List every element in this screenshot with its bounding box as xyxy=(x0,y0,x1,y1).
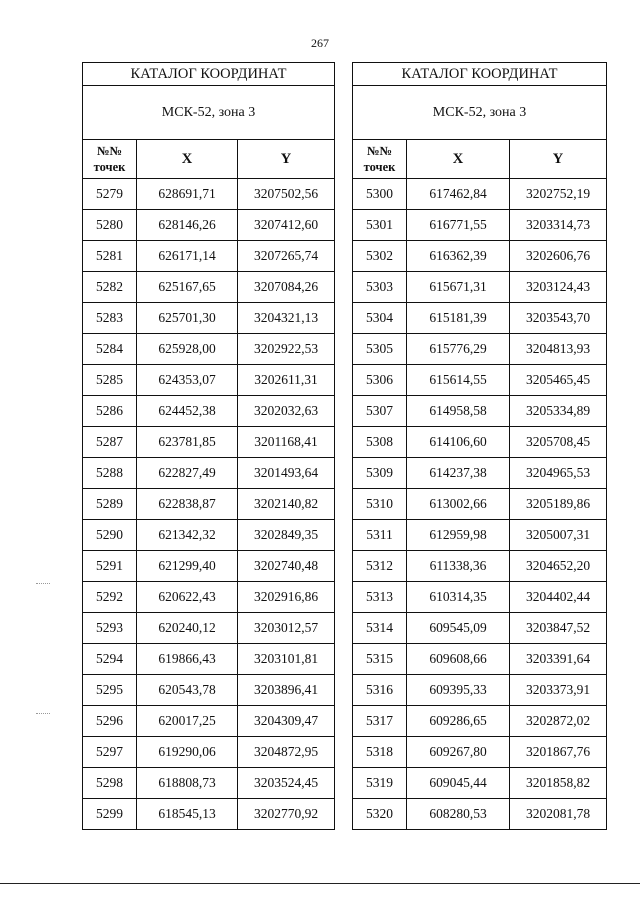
y-coordinate-cell: 3202849,35 xyxy=(238,520,335,551)
point-number-cell: 5286 xyxy=(83,396,137,427)
point-number-cell: 5295 xyxy=(83,675,137,706)
column-header-y: Y xyxy=(238,140,335,179)
x-coordinate-cell: 625701,30 xyxy=(137,303,238,334)
y-coordinate-cell: 3202140,82 xyxy=(238,489,335,520)
x-coordinate-cell: 620622,43 xyxy=(137,582,238,613)
catalog-title: КАТАЛОГ КООРДИНАТ xyxy=(353,63,607,86)
x-coordinate-cell: 612959,98 xyxy=(407,520,510,551)
table-row xyxy=(83,768,335,799)
x-coordinate-cell: 618545,13 xyxy=(137,799,238,830)
point-number-cell: 5306 xyxy=(353,365,407,396)
y-coordinate-cell: 3204321,13 xyxy=(238,303,335,334)
table-row xyxy=(83,799,335,830)
table-row xyxy=(353,179,607,210)
x-coordinate-cell: 624353,07 xyxy=(137,365,238,396)
y-coordinate-cell: 3202922,53 xyxy=(238,334,335,365)
table-row xyxy=(353,458,607,489)
y-coordinate-cell: 3201168,41 xyxy=(238,427,335,458)
x-coordinate-cell: 614106,60 xyxy=(407,427,510,458)
point-number-cell: 5296 xyxy=(83,706,137,737)
table-row xyxy=(353,520,607,551)
x-coordinate-cell: 628146,26 xyxy=(137,210,238,241)
y-coordinate-cell: 3201867,76 xyxy=(510,737,607,768)
y-coordinate-cell: 3205007,31 xyxy=(510,520,607,551)
point-number-cell: 5281 xyxy=(83,241,137,272)
table-row xyxy=(83,303,335,334)
x-coordinate-cell: 609545,09 xyxy=(407,613,510,644)
x-coordinate-cell: 617462,84 xyxy=(407,179,510,210)
table-row xyxy=(83,706,335,737)
table-row xyxy=(353,365,607,396)
table-row xyxy=(83,613,335,644)
point-number-cell: 5302 xyxy=(353,241,407,272)
table-row xyxy=(83,551,335,582)
coordinate-catalog-table-left xyxy=(82,62,335,830)
x-coordinate-cell: 615614,55 xyxy=(407,365,510,396)
x-coordinate-cell: 620543,78 xyxy=(137,675,238,706)
point-number-cell: 5309 xyxy=(353,458,407,489)
point-number-cell: 5287 xyxy=(83,427,137,458)
page-number: 267 xyxy=(311,36,329,50)
y-coordinate-cell: 3207502,56 xyxy=(238,179,335,210)
table-row xyxy=(83,334,335,365)
point-number-cell: 5317 xyxy=(353,706,407,737)
y-coordinate-cell: 3204309,47 xyxy=(238,706,335,737)
point-number-cell: 5298 xyxy=(83,768,137,799)
y-coordinate-cell: 3203373,91 xyxy=(510,675,607,706)
point-number-cell: 5316 xyxy=(353,675,407,706)
x-coordinate-cell: 614237,38 xyxy=(407,458,510,489)
x-coordinate-cell: 615181,39 xyxy=(407,303,510,334)
y-coordinate-cell: 3203314,73 xyxy=(510,210,607,241)
point-number-cell: 5303 xyxy=(353,272,407,303)
x-coordinate-cell: 621299,40 xyxy=(137,551,238,582)
table-row xyxy=(353,334,607,365)
table-row xyxy=(353,644,607,675)
column-header-point-number-text: №№ точек xyxy=(93,144,126,174)
column-header-point-number xyxy=(83,140,137,179)
y-coordinate-cell: 3202916,86 xyxy=(238,582,335,613)
point-number-cell: 5320 xyxy=(353,799,407,830)
x-coordinate-cell: 614958,58 xyxy=(407,396,510,427)
catalog-title: КАТАЛОГ КООРДИНАТ xyxy=(83,63,335,86)
point-number-cell: 5314 xyxy=(353,613,407,644)
x-coordinate-cell: 620017,25 xyxy=(137,706,238,737)
point-number-cell: 5288 xyxy=(83,458,137,489)
point-number-cell: 5305 xyxy=(353,334,407,365)
y-coordinate-cell: 3201493,64 xyxy=(238,458,335,489)
x-coordinate-cell: 615671,31 xyxy=(407,272,510,303)
y-coordinate-cell: 3201858,82 xyxy=(510,768,607,799)
catalog-zone: МСК-52, зона 3 xyxy=(83,86,335,140)
column-header-point-number xyxy=(353,140,407,179)
x-coordinate-cell: 609045,44 xyxy=(407,768,510,799)
y-coordinate-cell: 3207084,26 xyxy=(238,272,335,303)
y-coordinate-cell: 3202770,92 xyxy=(238,799,335,830)
point-number-cell: 5319 xyxy=(353,768,407,799)
y-coordinate-cell: 3203896,41 xyxy=(238,675,335,706)
y-coordinate-cell: 3203847,52 xyxy=(510,613,607,644)
table-row xyxy=(83,241,335,272)
point-number-cell: 5310 xyxy=(353,489,407,520)
y-coordinate-cell: 3207412,60 xyxy=(238,210,335,241)
margin-mark xyxy=(36,713,50,714)
point-number-cell: 5291 xyxy=(83,551,137,582)
x-coordinate-cell: 609608,66 xyxy=(407,644,510,675)
table-row xyxy=(353,427,607,458)
point-number-cell: 5282 xyxy=(83,272,137,303)
y-coordinate-cell: 3203012,57 xyxy=(238,613,335,644)
x-coordinate-cell: 625167,65 xyxy=(137,272,238,303)
x-coordinate-cell: 626171,14 xyxy=(137,241,238,272)
y-coordinate-cell: 3203391,64 xyxy=(510,644,607,675)
table-row xyxy=(83,644,335,675)
point-number-cell: 5284 xyxy=(83,334,137,365)
table-row xyxy=(83,737,335,768)
table-row xyxy=(83,427,335,458)
point-number-cell: 5283 xyxy=(83,303,137,334)
table-row xyxy=(83,675,335,706)
point-number-cell: 5304 xyxy=(353,303,407,334)
y-coordinate-cell: 3205708,45 xyxy=(510,427,607,458)
point-number-cell: 5289 xyxy=(83,489,137,520)
table-row xyxy=(83,210,335,241)
point-number-cell: 5293 xyxy=(83,613,137,644)
x-coordinate-cell: 624452,38 xyxy=(137,396,238,427)
y-coordinate-cell: 3203543,70 xyxy=(510,303,607,334)
table-row xyxy=(83,582,335,613)
column-header-y: Y xyxy=(510,140,607,179)
y-coordinate-cell: 3203101,81 xyxy=(238,644,335,675)
x-coordinate-cell: 625928,00 xyxy=(137,334,238,365)
x-coordinate-cell: 615776,29 xyxy=(407,334,510,365)
point-number-cell: 5318 xyxy=(353,737,407,768)
column-header-x: X xyxy=(407,140,510,179)
margin-mark xyxy=(36,583,50,584)
table-row xyxy=(83,396,335,427)
y-coordinate-cell: 3202611,31 xyxy=(238,365,335,396)
table-row xyxy=(353,675,607,706)
table-row xyxy=(353,737,607,768)
table-row xyxy=(353,582,607,613)
x-coordinate-cell: 616771,55 xyxy=(407,210,510,241)
x-coordinate-cell: 611338,36 xyxy=(407,551,510,582)
y-coordinate-cell: 3202752,19 xyxy=(510,179,607,210)
x-coordinate-cell: 613002,66 xyxy=(407,489,510,520)
point-number-cell: 5294 xyxy=(83,644,137,675)
y-coordinate-cell: 3204813,93 xyxy=(510,334,607,365)
table-row xyxy=(353,210,607,241)
y-coordinate-cell: 3202032,63 xyxy=(238,396,335,427)
table-row xyxy=(353,272,607,303)
point-number-cell: 5300 xyxy=(353,179,407,210)
point-number-cell: 5308 xyxy=(353,427,407,458)
y-coordinate-cell: 3202872,02 xyxy=(510,706,607,737)
table-row xyxy=(353,489,607,520)
x-coordinate-cell: 609267,80 xyxy=(407,737,510,768)
x-coordinate-cell: 608280,53 xyxy=(407,799,510,830)
y-coordinate-cell: 3202081,78 xyxy=(510,799,607,830)
table-row xyxy=(83,489,335,520)
point-number-cell: 5299 xyxy=(83,799,137,830)
footer-rule xyxy=(0,883,640,884)
coordinate-catalog-table-right xyxy=(352,62,607,830)
y-coordinate-cell: 3204965,53 xyxy=(510,458,607,489)
x-coordinate-cell: 616362,39 xyxy=(407,241,510,272)
point-number-cell: 5279 xyxy=(83,179,137,210)
x-coordinate-cell: 620240,12 xyxy=(137,613,238,644)
table-row xyxy=(353,241,607,272)
table-row xyxy=(83,365,335,396)
x-coordinate-cell: 610314,35 xyxy=(407,582,510,613)
y-coordinate-cell: 3204652,20 xyxy=(510,551,607,582)
x-coordinate-cell: 619290,06 xyxy=(137,737,238,768)
y-coordinate-cell: 3205334,89 xyxy=(510,396,607,427)
point-number-cell: 5297 xyxy=(83,737,137,768)
column-header-point-number-text: №№ точек xyxy=(363,144,396,174)
x-coordinate-cell: 622827,49 xyxy=(137,458,238,489)
table-row xyxy=(353,706,607,737)
column-header-x: X xyxy=(137,140,238,179)
x-coordinate-cell: 609395,33 xyxy=(407,675,510,706)
y-coordinate-cell: 3202606,76 xyxy=(510,241,607,272)
table-row xyxy=(353,799,607,830)
table-row xyxy=(83,179,335,210)
point-number-cell: 5311 xyxy=(353,520,407,551)
y-coordinate-cell: 3204872,95 xyxy=(238,737,335,768)
x-coordinate-cell: 621342,32 xyxy=(137,520,238,551)
x-coordinate-cell: 618808,73 xyxy=(137,768,238,799)
point-number-cell: 5290 xyxy=(83,520,137,551)
table-row xyxy=(353,396,607,427)
point-number-cell: 5280 xyxy=(83,210,137,241)
point-number-cell: 5285 xyxy=(83,365,137,396)
table-row xyxy=(353,551,607,582)
y-coordinate-cell: 3205189,86 xyxy=(510,489,607,520)
table-row xyxy=(353,303,607,334)
table-row xyxy=(353,613,607,644)
x-coordinate-cell: 623781,85 xyxy=(137,427,238,458)
y-coordinate-cell: 3203524,45 xyxy=(238,768,335,799)
point-number-cell: 5315 xyxy=(353,644,407,675)
y-coordinate-cell: 3203124,43 xyxy=(510,272,607,303)
table-row xyxy=(83,458,335,489)
y-coordinate-cell: 3202740,48 xyxy=(238,551,335,582)
point-number-cell: 5292 xyxy=(83,582,137,613)
table-row xyxy=(83,520,335,551)
point-number-cell: 5313 xyxy=(353,582,407,613)
point-number-cell: 5307 xyxy=(353,396,407,427)
x-coordinate-cell: 628691,71 xyxy=(137,179,238,210)
y-coordinate-cell: 3204402,44 xyxy=(510,582,607,613)
y-coordinate-cell: 3205465,45 xyxy=(510,365,607,396)
x-coordinate-cell: 619866,43 xyxy=(137,644,238,675)
point-number-cell: 5312 xyxy=(353,551,407,582)
table-row xyxy=(83,272,335,303)
point-number-cell: 5301 xyxy=(353,210,407,241)
y-coordinate-cell: 3207265,74 xyxy=(238,241,335,272)
catalog-zone: МСК-52, зона 3 xyxy=(353,86,607,140)
x-coordinate-cell: 609286,65 xyxy=(407,706,510,737)
table-row xyxy=(353,768,607,799)
x-coordinate-cell: 622838,87 xyxy=(137,489,238,520)
